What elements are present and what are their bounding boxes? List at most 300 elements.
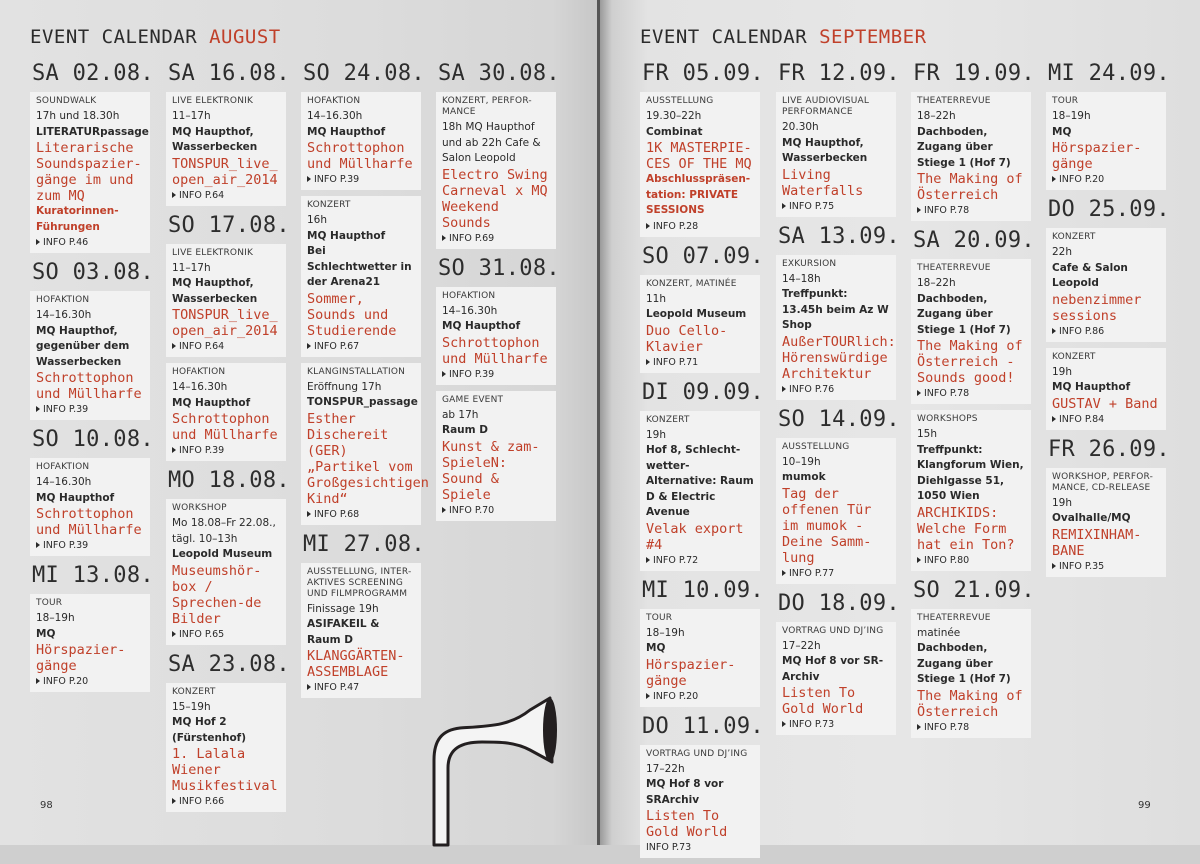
event-title: Kunst & zam-SpieleN: Sound & Spiele (442, 438, 540, 503)
event-card (436, 287, 556, 385)
event-category: HOFAKTION (36, 295, 90, 305)
event-category: WORKSHOPS (917, 414, 978, 424)
event-time: 19.30–22h (646, 110, 702, 122)
info-label: INFO P.47 (314, 682, 360, 693)
event-time: 18–19h (36, 612, 75, 624)
event-category: AUSSTELLUNG, INTER-AKTIVES SCREENING UND FILMPROGRAMM (307, 566, 412, 599)
event-category: THEATERREVUE (917, 263, 991, 273)
info-label: INFO P.28 (653, 220, 699, 232)
event-card (436, 391, 556, 521)
event-card (301, 92, 421, 190)
info-page-reference (1052, 560, 1161, 573)
event-location: MQ Haupthof (172, 396, 251, 409)
event-location: Leopold Museum (172, 548, 273, 560)
event-time: 15–19h (172, 700, 211, 713)
event-card (776, 92, 896, 217)
event-category: LIVE AUDIOVISUAL PERFORMANCE (782, 96, 870, 117)
event-card (1046, 92, 1166, 190)
info-page-reference (307, 681, 416, 694)
event-time: Mo 18.08–Fr 22.08., tägl. 10–13h (172, 517, 276, 545)
triangle-right-icon (442, 507, 446, 513)
event-location: Dachboden, Zugang über Stiege 1 (Hof 7) (917, 642, 1011, 685)
event-card (1046, 348, 1166, 430)
day-heading: SA 02.08. (32, 61, 154, 86)
info-label: INFO P.78 (924, 205, 970, 216)
info-label: INFO P.35 (1059, 560, 1105, 572)
info-label: INFO P.73 (789, 719, 835, 730)
info-page-reference (917, 204, 1026, 217)
event-time: Eröffnung 17h (307, 380, 382, 393)
event-title: The Making of Österreich (917, 171, 1023, 203)
event-location: Raum D (442, 424, 488, 436)
event-category: VORTRAG UND DJ’ING (782, 625, 884, 636)
event-location: mumok (782, 471, 826, 483)
event-location: MQ Haupthof (307, 229, 386, 242)
page-number-right: 99 (1138, 800, 1151, 811)
event-card (911, 92, 1031, 221)
triangle-right-icon (36, 406, 40, 412)
event-time: matinée (917, 626, 961, 639)
info-page-reference (307, 340, 416, 353)
event-title: 1. Lalala Wiener Musikfestival (172, 746, 278, 794)
info-page-reference (36, 675, 145, 688)
event-title: Schrottophon und Müllharfe (36, 506, 142, 538)
event-location: Dachboden, Zugang über Stiege 1 (Hof 7) (917, 292, 1011, 336)
day-heading: SA 13.09. (778, 223, 900, 249)
day-heading: DI 09.09. (642, 379, 764, 405)
event-location: Hof 8, Schlecht-wetter-Alternative: Raum D & Electric Avenue (646, 444, 754, 518)
info-label: INFO P.67 (314, 340, 360, 352)
info-page-reference (1052, 413, 1161, 426)
triangle-right-icon (172, 631, 176, 637)
event-subtitle: Abschlusspräsen-tation: PRIVATE SESSIONS (646, 173, 751, 216)
info-label: INFO P.78 (924, 388, 970, 399)
event-location: MQ Haupthof (1052, 381, 1131, 393)
event-title: Velak export #4 (646, 520, 744, 553)
event-title: Listen To Gold World (782, 685, 864, 717)
triangle-right-icon (307, 684, 311, 690)
day-heading: FR 05.09. (642, 61, 764, 86)
event-card (911, 259, 1031, 404)
event-time: 19h (646, 428, 667, 441)
event-time: 19h (1052, 365, 1073, 378)
event-category: AUSSTELLUNG (782, 441, 850, 452)
triangle-right-icon (917, 390, 921, 396)
event-time: 16h (307, 214, 328, 226)
event-title: REMIXINHAM-BANE (1052, 526, 1142, 559)
event-location: Combinat (646, 125, 703, 138)
info-page-reference (646, 220, 755, 233)
triangle-right-icon (782, 203, 786, 209)
info-label: INFO P.39 (43, 540, 89, 551)
day-heading: SO 03.08. (32, 260, 154, 285)
calendar-title-august (30, 26, 281, 48)
event-time: 18–22h (917, 110, 956, 122)
event-card (640, 745, 760, 859)
triangle-right-icon (1052, 416, 1056, 422)
event-title: Duo Cello-Klavier (646, 322, 728, 355)
event-time: 18–19h (1052, 110, 1091, 122)
event-title: Schrottophon und Müllharfe (442, 334, 548, 367)
triangle-right-icon (172, 798, 176, 804)
event-title: ARCHIKIDS: Welche Form hat ein Ton? (917, 504, 1015, 553)
event-title: Schrottophon und Müllharfe (307, 140, 413, 172)
event-location: MQ Haupthof, Wasserbecken (172, 277, 258, 305)
triangle-right-icon (1052, 176, 1056, 182)
event-category: HOFAKTION (36, 462, 90, 472)
info-label: INFO P.80 (924, 554, 970, 566)
info-page-reference (646, 841, 755, 854)
triangle-right-icon (307, 176, 311, 182)
triangle-right-icon (36, 239, 40, 245)
event-location: Treffpunkt: 13.45h beim Az W Shop (782, 288, 889, 331)
triangle-right-icon (172, 447, 176, 453)
day-heading: SO 21.09. (913, 577, 1035, 603)
day-heading: MO 18.08. (168, 468, 290, 493)
triangle-right-icon (646, 557, 650, 563)
info-page-reference (307, 173, 416, 186)
event-category: KONZERT (307, 200, 351, 210)
calendar-column (301, 60, 429, 704)
event-time: 14–16.30h (36, 309, 92, 321)
info-page-reference (36, 236, 145, 249)
info-page-reference (1052, 173, 1161, 186)
day-heading: SA 16.08. (168, 61, 290, 86)
calendar-column (911, 60, 1033, 744)
event-location: MQ Haupthof, Wasserbecken (782, 136, 868, 164)
title-prefix: EVENT CALENDAR (30, 26, 198, 48)
event-category: THEATERREVUE (917, 96, 991, 106)
info-label: INFO P.84 (1059, 413, 1105, 425)
info-label: INFO P.39 (314, 174, 360, 185)
event-category: EXKURSION (782, 258, 837, 269)
event-title: Listen To Gold World (646, 808, 728, 840)
event-title: Hörspazier-gänge (1052, 140, 1142, 172)
title-prefix: EVENT CALENDAR (640, 26, 808, 48)
triangle-right-icon (442, 235, 446, 241)
event-location: MQ Haupthof (442, 320, 521, 332)
info-label: INFO P.69 (449, 232, 495, 244)
ear-trumpet-horn-icon (420, 690, 560, 845)
event-category: KONZERT (1052, 351, 1096, 362)
event-time: 20.30h (782, 121, 819, 133)
event-category: HOFAKTION (172, 367, 226, 377)
event-category: KONZERT (172, 686, 216, 697)
info-page-reference (646, 356, 755, 369)
event-title: Museumshör-box / Sprechen-de Bilder (172, 562, 262, 627)
event-title: Schrottophon und Müllharfe (172, 411, 278, 443)
event-card (640, 92, 760, 237)
triangle-right-icon (36, 542, 40, 548)
triangle-right-icon (646, 693, 650, 699)
info-page-reference (36, 403, 145, 416)
info-label: INFO P.77 (789, 567, 835, 579)
event-card (911, 609, 1031, 738)
info-label: INFO P.66 (179, 796, 225, 807)
event-title: AußerTOURlich: Hörenswürdige Architektur (782, 333, 896, 382)
event-category: TOUR (646, 612, 673, 623)
event-location: Treffpunkt: Klangforum Wien, Diehlgasse 51, 1050 Wien (917, 443, 1024, 502)
day-heading: SO 07.09. (642, 243, 764, 269)
triangle-right-icon (307, 511, 311, 517)
info-page-reference (782, 200, 891, 213)
info-label: INFO P.70 (449, 504, 495, 516)
event-card (1046, 228, 1166, 342)
event-location: MQ (36, 627, 56, 640)
event-card (30, 458, 150, 556)
event-location: MQ Haupthof (307, 125, 386, 138)
event-time: ab 17h (442, 408, 479, 421)
calendar-column (1046, 60, 1168, 583)
event-category: KLANGINSTALLATION (307, 366, 406, 377)
event-card (301, 563, 421, 699)
info-page-reference (917, 721, 1026, 734)
event-category: GAME EVENT (442, 394, 504, 405)
info-page-reference (172, 340, 281, 353)
event-title: Hörspazier-gänge (36, 642, 126, 674)
event-time: 11h (646, 292, 667, 305)
day-heading: MI 10.09. (642, 577, 764, 603)
event-title: Living Waterfalls (782, 166, 864, 199)
event-time: 18–22h (917, 277, 956, 289)
event-location: Cafe & Salon Leopold (1052, 261, 1128, 289)
event-card (30, 291, 150, 420)
event-category: LIVE ELEKTRONIK (172, 96, 254, 106)
triangle-right-icon (646, 223, 650, 229)
event-card (776, 622, 896, 736)
event-time: 10–19h (782, 455, 821, 468)
title-month: AUGUST (209, 26, 281, 48)
event-title: TONSPUR_live_ open_air_2014 (172, 155, 278, 188)
event-category: HOFAKTION (307, 96, 361, 106)
event-category: KONZERT, PERFOR-MANCE (442, 96, 532, 117)
triangle-right-icon (307, 343, 311, 349)
event-time: Finissage 19h (307, 602, 379, 615)
event-card (436, 92, 556, 249)
event-location: MQ Haupthof, gegenüber dem Wasserbecken (36, 324, 130, 368)
event-location: MQ Haupthof (36, 491, 115, 504)
triangle-right-icon (646, 359, 650, 365)
event-title: TONSPUR_live_ open_air_2014 (172, 307, 278, 339)
event-time: 22h (1052, 246, 1073, 258)
info-label: INFO P.76 (789, 383, 835, 395)
info-label: INFO P.64 (179, 341, 225, 352)
event-title: nebenzimmer sessions (1052, 291, 1142, 324)
event-location: Leopold Museum (646, 308, 747, 320)
event-time: 14–16.30h (442, 304, 498, 317)
calendar-column (776, 60, 898, 741)
info-label: INFO P.39 (43, 404, 89, 415)
day-heading: FR 19.09. (913, 61, 1035, 86)
event-category: TOUR (1052, 96, 1079, 106)
triangle-right-icon (172, 192, 176, 198)
event-time: 18h MQ Haupthof und ab 22h Cafe & Salon Leopold (442, 121, 541, 164)
info-page-reference (646, 554, 755, 567)
event-subtitle: Kuratorinnen-Führungen (36, 205, 119, 233)
day-heading: DO 25.09. (1048, 197, 1170, 222)
info-page-reference (36, 539, 145, 552)
info-label: INFO P.39 (449, 368, 495, 380)
event-card (1046, 468, 1166, 577)
day-heading: MI 13.08. (32, 563, 154, 588)
info-page-reference (442, 232, 551, 245)
event-time: 11–17h (172, 110, 211, 122)
calendar-column (30, 60, 152, 698)
event-title: The Making of Österreich (917, 687, 1023, 720)
info-label: INFO P.78 (924, 721, 970, 733)
event-category: WORKSHOP (172, 503, 227, 513)
day-heading: SA 30.08. (438, 61, 560, 86)
event-title: GUSTAV + Band (1052, 395, 1158, 412)
event-card (166, 92, 286, 206)
day-heading: MI 24.09. (1048, 61, 1170, 86)
calendar-column (436, 60, 558, 527)
event-card (640, 609, 760, 707)
event-card (776, 438, 896, 584)
event-title: Sommer, Sounds und Studierende (307, 290, 397, 339)
event-title: The Making of Österreich - Sounds good! (917, 338, 1023, 386)
info-label: INFO P.39 (179, 445, 225, 456)
event-title: Electro Swing Carneval x MQ Weekend Sounds (442, 166, 548, 231)
info-page-reference (172, 189, 281, 202)
day-heading: DO 18.09. (778, 590, 900, 616)
event-card (301, 196, 421, 357)
info-label: INFO P.86 (1059, 325, 1105, 337)
day-heading: SA 23.08. (168, 651, 290, 677)
event-card (166, 363, 286, 461)
event-title: Tag der offenen Tür im mumok - Deine Samm-lung (782, 485, 872, 566)
event-location: Dachboden, Zugang über Stiege 1 (Hof 7) (917, 125, 1011, 169)
info-label: INFO P.46 (43, 237, 89, 248)
event-location: MQ Hof 2 (Fürstenhof) (172, 716, 247, 744)
title-month: SEPTEMBER (819, 26, 927, 48)
right-page (600, 0, 1200, 853)
event-time: 17–22h (646, 762, 685, 775)
info-page-reference (442, 368, 551, 381)
event-location: MQ (646, 642, 666, 654)
info-label: INFO P.20 (1059, 174, 1105, 185)
event-title: Hörspazier-gänge (646, 656, 736, 689)
info-label: INFO P.20 (653, 690, 699, 702)
event-title: Schrottophon und Müllharfe (36, 370, 142, 402)
event-card (166, 683, 286, 813)
info-label: INFO P.75 (789, 200, 835, 212)
event-category: KONZERT (1052, 232, 1096, 242)
event-card (166, 499, 286, 645)
triangle-right-icon (172, 343, 176, 349)
info-page-reference (172, 444, 281, 457)
event-location: MQ Hof 8 vor SRArchiv (646, 778, 724, 806)
triangle-right-icon (36, 678, 40, 684)
info-page-reference (782, 383, 891, 396)
calendar-column (166, 60, 288, 818)
info-label: INFO P.71 (653, 356, 699, 368)
triangle-right-icon (1052, 563, 1056, 569)
event-title: Literarische Soundspazier-gänge im und zum MQ (36, 140, 142, 204)
event-category: TOUR (36, 598, 63, 608)
event-card (776, 255, 896, 400)
day-heading: SA 20.09. (913, 228, 1035, 253)
info-page-reference (172, 795, 281, 808)
info-label: INFO P.20 (43, 676, 89, 687)
triangle-right-icon (782, 570, 786, 576)
triangle-right-icon (917, 557, 921, 563)
event-time: 14–16.30h (172, 381, 228, 393)
info-page-reference (1052, 325, 1161, 338)
info-label: INFO P.73 (646, 842, 692, 853)
event-card (166, 244, 286, 358)
event-category: AUSSTELLUNG (646, 96, 714, 106)
event-location: LITERATURpassage (36, 125, 149, 138)
event-card (640, 275, 760, 373)
event-location: MQ Hof 8 vor SR-Archiv (782, 655, 884, 683)
day-heading: MI 27.08. (303, 531, 425, 557)
event-card (640, 411, 760, 571)
info-page-reference (917, 387, 1026, 400)
triangle-right-icon (782, 721, 786, 727)
event-location: TONSPUR_passage (307, 396, 418, 408)
info-page-reference (917, 554, 1026, 567)
day-heading: FR 12.09. (778, 61, 900, 86)
day-heading: SO 14.09. (778, 406, 900, 432)
event-location: MQ (1052, 125, 1072, 138)
event-time: 15h (917, 428, 938, 440)
event-title: Esther Dischereit (GER) „Partikel vom Großgesichtigen Kind“ (307, 410, 429, 507)
event-title: KLANGGÄRTEN-ASSEMBLAGE (307, 648, 405, 680)
event-category: THEATERREVUE (917, 612, 991, 623)
info-label: INFO P.68 (314, 508, 360, 520)
event-category: KONZERT, MATINÉE (646, 278, 737, 289)
info-label: INFO P.72 (653, 554, 699, 566)
triangle-right-icon (917, 207, 921, 213)
triangle-right-icon (917, 724, 921, 730)
event-location: MQ Haupthof, Wasserbecken (172, 125, 258, 153)
event-card (301, 363, 429, 525)
event-card (911, 410, 1031, 571)
event-category: WORKSHOP, PERFOR-MANCE, CD-RELEASE (1052, 471, 1154, 493)
left-page (0, 0, 600, 845)
event-card (30, 92, 150, 253)
event-time: 14–18h (782, 272, 821, 285)
event-time: 14–16.30h (307, 110, 363, 122)
event-time: 17h und 18.30h (36, 110, 120, 122)
info-page-reference (307, 508, 416, 521)
info-page-reference (442, 504, 551, 517)
info-page-reference (646, 690, 755, 703)
event-category: VORTRAG UND DJ’ING (646, 748, 748, 759)
calendar-title-september (640, 26, 927, 48)
event-location: ASIFAKEIL & Raum D (307, 618, 380, 646)
page-number-left: 98 (40, 800, 53, 811)
day-heading: SO 24.08. (303, 61, 425, 86)
day-heading: SO 31.08. (438, 255, 560, 281)
info-page-reference (782, 567, 891, 580)
event-category: KONZERT (646, 414, 690, 425)
info-page-reference (782, 718, 891, 731)
event-time: 18–19h (646, 626, 685, 639)
info-label: INFO P.64 (179, 189, 225, 201)
calendar-column (640, 60, 762, 864)
event-time: 14–16.30h (36, 476, 92, 488)
event-location: Ovalhalle/MQ (1052, 512, 1131, 524)
event-card (30, 594, 150, 692)
triangle-right-icon (442, 371, 446, 377)
day-heading: FR 26.09. (1048, 436, 1170, 462)
triangle-right-icon (1052, 328, 1056, 334)
event-time: 17–22h (782, 639, 821, 652)
event-time: 11–17h (172, 261, 211, 274)
info-label: INFO P.65 (179, 628, 225, 640)
